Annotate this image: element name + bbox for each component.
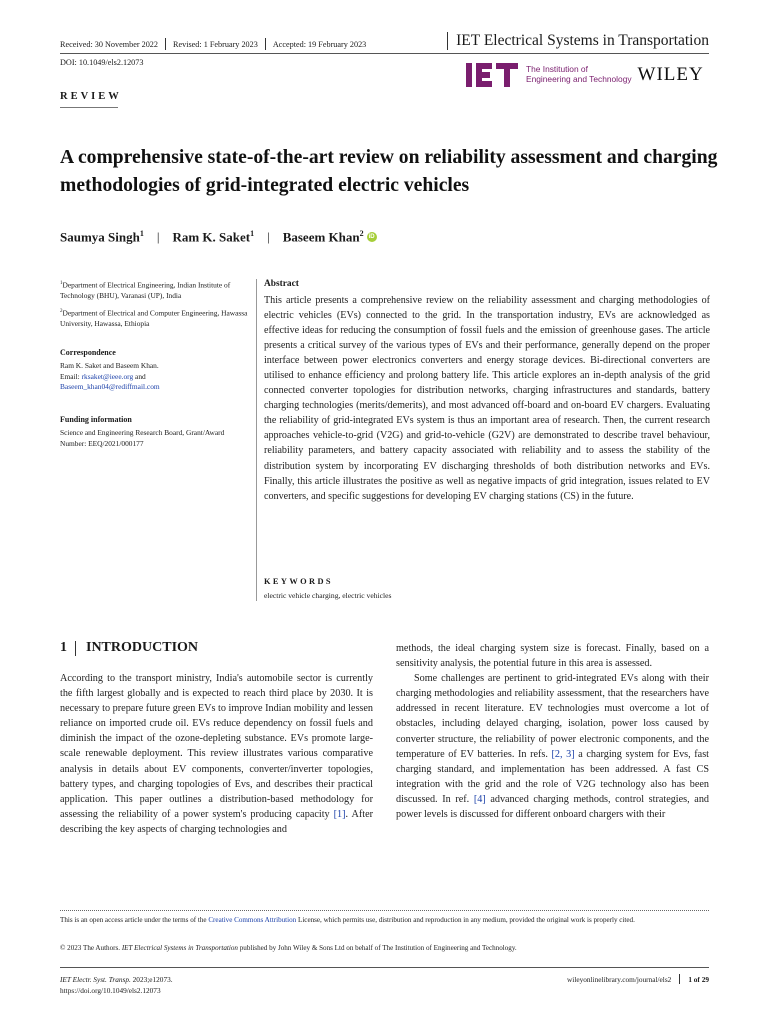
correspondence-names: Ram K. Saket and Baseem Khan. [60,361,159,371]
correspondence-label: Correspondence [60,348,116,357]
email-link[interactable]: rksaket@ieee.org [81,371,134,381]
article-title: A comprehensive state-of-the-art review on reliability assessment and charging methodologies of grid-integrated electric vehicles [60,147,718,196]
divider [265,38,266,50]
accepted-date: Accepted: 19 February 2023 [272,39,367,49]
divider [447,32,448,50]
funding-label: Funding information [60,415,132,424]
revised-date: Revised: 1 February 2023 [173,39,258,49]
paragraph: methods, the ideal charging system size is forecast. Finally, based on a sensitivity analysis, the potential future in this area is assessed. [396,643,709,670]
affiliation: $^2$Department of Electrical and Computer Engineering, Hawassa University, Hawassa, Ethiopia [60,308,248,328]
iet-logo-icon [466,61,520,89]
orcid-icon[interactable]: iD [368,234,375,241]
page-info [567,974,709,984]
header-rule [60,53,709,54]
citation-link[interactable]: [1] [333,808,346,820]
author-list [60,229,377,245]
journal-name: IET Electrical Systems in Transportation [456,32,709,49]
footer-rule [60,910,709,911]
keywords-label: KEYWORDS [264,577,333,586]
email-link[interactable]: Baseem_khan04@rediffmail.com [60,382,160,392]
keywords-text: electric vehicle charging, electric vehicles [264,591,392,600]
divider [75,641,76,656]
page-number: 1 of 29 [688,974,709,984]
author[interactable]: Baseem Khan$^2$ [282,229,364,245]
section-title: INTRODUCTION [86,640,199,655]
body-column-left: According to the transport ministry, India's automobile sector is currently the fifth largest globally and is expected to reach third place by 2030. It is necessary to prepare future green EVs to improve Indian mobility and lessen reliance on imported crude oil. EVs reduce dependency on fossil fuels and diminish the impact of the ozone-depleting substance. EVs promote large-scale renewable deployment. This review illustrates various comparative analysis in details about EV components, converter/inverter topologies, battery types, and charging topologies of Evs, and describes their practical application. This paper outlines a distribution-based methodology for assessing the reliability of a power system's producing capacity [1]. After describing the key aspects of charging technologies and [60,673,373,835]
paragraph: Some challenges are pertinent to grid-integrated EVs along with their charging methodologies and reliability assessment, that the researchers have addressed in recent literature. EV technologies must overcome a lot of obstacles, including delayed charging, isolation, power loss caused by converter structure, the reliability of power electronic components, and the temperature of EV batteries. In refs. [2, 3] a charging system for Evs, fast charging standard, and implementation has been addressed. A fast CS integration with the grid and the role of V2G technology also has been discussed. In ref. [4] advanced charging methods, control strategies, and power levels is discussed for different onboard chargers with their [396,673,710,821]
citation-link[interactable]: [4] [473,793,486,805]
body-column-right [396,641,709,822]
section-number: 1 [60,640,67,655]
divider: | [156,229,160,245]
wiley-logo: WILEY [637,64,704,85]
funding [60,415,252,449]
article-dates [60,38,366,50]
abstract-text: This article presents a comprehensive review on the reliability assessment and charging methodologies of electric vehicles (EVs) connected to the grid. In the transportation industry, EVs are acknowledged as effective ideas for reducing the consumption of fossil fuels and the emission of greenhouse gases. The article presents a critical survey of the various types of EVs and their performance, generally depend on the proper interface between power electronics converters and energy storage devices. Bi-directional converters are utilised to enhance efficiency and prolong battery life. This article explores an in-depth analysis of the grid connected converter topologies for distribution networks, charging infrastructures and standards, battery charging technologies (merits/demerits), and most advanced off-board and on-board EV chargers. Evaluating the reliability of grid-integrated EVs system is thus an important area of research. Then, the current research approaches vehicle-to-grid (V2G) and grid-to-vehicle (G2V) are demonstrated to describe travel behaviour, reliability parameters, and battery capacity associated with reliability and to assess the stability of the distribution system by incorporating EV discharging thresholds of both distribution networks and EVs. Finally, this article illustrates the positive as well as negative impacts of grid integration, issues related to EV converters, and specific suggestions for developing EV charging stations (CS) in the future. [264,295,710,502]
author[interactable]: Ram K. Saket$^1$ [172,229,255,245]
affiliation: $^1$Department of Electrical Engineering, Indian Institute of Technology (BHU), Varanasi (UP), India [60,280,231,300]
article-type: REVIEW [60,91,122,102]
doi[interactable]: DOI: 10.1049/els2.12073 [60,58,144,67]
journal-url[interactable]: wileyonlinelibrary.com/journal/els2 [567,974,672,984]
article-type-rule [60,107,118,108]
abstract-divider [256,279,257,601]
divider [165,38,166,50]
abstract-label: Abstract [264,279,299,289]
funding-text: Science and Engineering Research Board, Grant/Award Number: EEQ/2021/000177 [60,428,225,448]
author[interactable]: Saumya Singh$^1$ [60,229,144,245]
license-link[interactable]: Creative Commons Attribution [208,916,297,924]
iet-letters-icon [466,61,520,89]
section-heading [60,640,198,656]
journal-header [447,32,709,50]
divider: | [267,229,270,245]
correspondence: Correspondence Ram K. Saket and Baseem Khan. Email: rksaket@ieee.org and Baseem_khan04@rediffmail.com [60,348,252,393]
divider [679,974,680,984]
publisher-logos [466,60,704,90]
license-note: This is an open access article under the terms of the Creative Commons Attribution License, which permits use, distribution and reproduction in any medium, provided the original work is properly cited. [60,916,635,924]
citation-info: IET Electr. Syst. Transp. 2023;e12073. https://doi.org/10.1049/els2.12073 [60,975,173,995]
citation-link[interactable]: [2, 3] [551,748,575,760]
received-date: Received: 30 November 2022 [60,39,158,49]
iet-name: The Institution of Engineering and Technology [526,64,632,84]
bottom-rule [60,967,709,968]
doi-url[interactable]: https://doi.org/10.1049/els2.12073 [60,986,161,995]
copyright-note: © 2023 The Authors. IET Electrical Systems in Transportation published by John Wiley & Sons Ltd on behalf of The Institution of Engineering and Technology. [60,944,517,952]
